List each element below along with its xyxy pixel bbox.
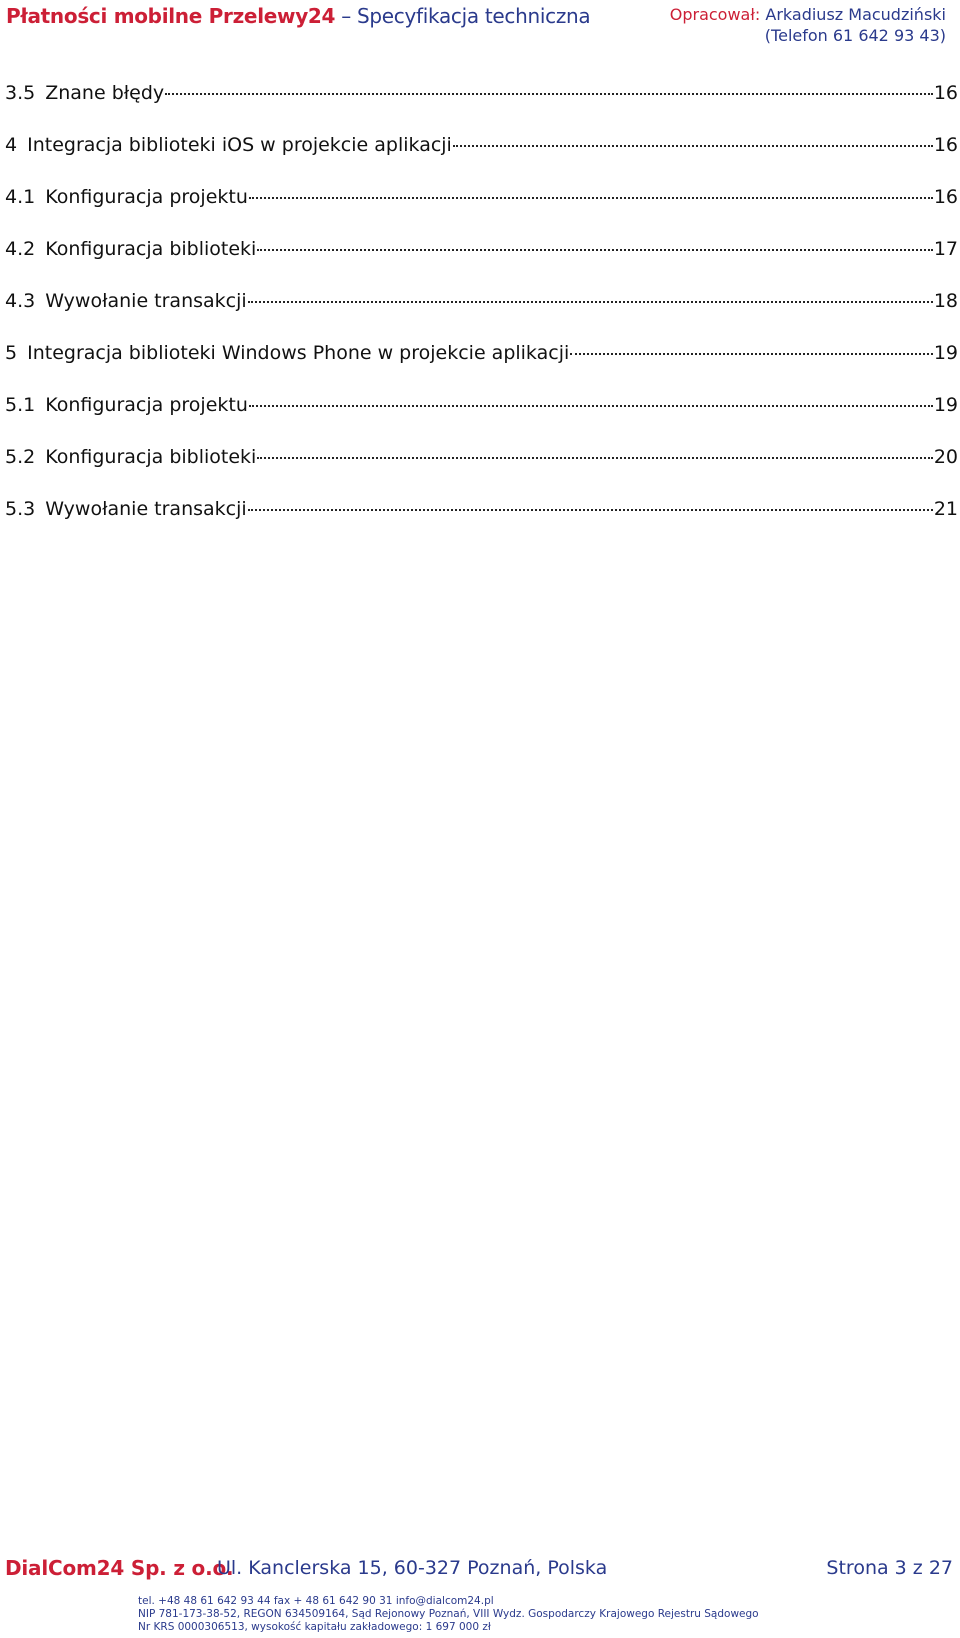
table-of-contents <box>5 77 958 545</box>
toc-entry[interactable] <box>5 181 958 233</box>
author-phone: (Telefon 61 642 93 43) <box>764 26 946 45</box>
toc-entry-number: 4.1 <box>5 186 36 208</box>
toc-dot-leader <box>248 285 933 307</box>
author-name: Arkadiusz Macudziński <box>760 5 946 24</box>
toc-entry-number: 4.2 <box>5 238 36 260</box>
toc-entry-number: 5.2 <box>5 446 36 468</box>
toc-entry-title: Konfiguracja biblioteki <box>45 446 257 468</box>
toc-dot-leader <box>165 77 933 99</box>
toc-entry[interactable] <box>5 129 958 181</box>
toc-dot-leader <box>257 233 932 255</box>
footer-company: DialCom24 Sp. z o.o. <box>5 1556 234 1580</box>
footer-krs: Nr KRS 0000306513, wysokość kapitału zakładowego: 1 697 000 zł <box>138 1621 491 1633</box>
toc-entry-page: 21 <box>933 498 958 520</box>
toc-entry[interactable] <box>5 337 958 389</box>
toc-entry-number: 5.1 <box>5 394 36 416</box>
footer-contact: tel. +48 48 61 642 93 44 fax + 48 61 642 90 31 info@dialcom24.pl <box>138 1595 494 1607</box>
toc-entry[interactable] <box>5 493 958 545</box>
page-number: Strona 3 z 27 <box>826 1557 953 1579</box>
toc-entry[interactable] <box>5 285 958 337</box>
toc-entry-page: 16 <box>933 82 958 104</box>
toc-entry-title: Konfiguracja projektu <box>45 186 248 208</box>
header-author-block <box>670 4 946 46</box>
toc-entry-number: 5 <box>5 342 18 364</box>
page-header <box>6 2 954 50</box>
toc-entry-page: 16 <box>933 134 958 156</box>
toc-entry-number: 4 <box>5 134 18 156</box>
toc-entry-page: 19 <box>933 394 958 416</box>
footer-registry: NIP 781-173-38-52, REGON 634509164, Sąd Rejonowy Poznań, VIII Wydz. Gospodarczy Krajowego Rejestru Sądowego <box>138 1608 759 1620</box>
toc-entry-number: 5.3 <box>5 498 36 520</box>
toc-entry-title: Integracja biblioteki Windows Phone w projekcie aplikacji <box>27 342 570 364</box>
toc-entry-number: 3.5 <box>5 82 36 104</box>
toc-dot-leader <box>257 441 932 463</box>
toc-dot-leader <box>453 129 933 151</box>
toc-entry[interactable] <box>5 389 958 441</box>
toc-entry-number: 4.3 <box>5 290 36 312</box>
toc-entry-title: Wywołanie transakcji <box>45 498 247 520</box>
document-title <box>6 4 590 28</box>
footer-legal-info <box>138 1595 759 1634</box>
toc-entry-title: Konfiguracja biblioteki <box>45 238 257 260</box>
toc-dot-leader <box>249 181 933 203</box>
toc-entry-title: Wywołanie transakcji <box>45 290 247 312</box>
toc-entry-page: 19 <box>933 342 958 364</box>
page-footer <box>5 1556 953 1586</box>
toc-entry[interactable] <box>5 441 958 493</box>
header-separator: – <box>335 4 357 28</box>
toc-entry-page: 17 <box>933 238 958 260</box>
toc-dot-leader <box>570 337 933 359</box>
toc-entry-page: 16 <box>933 186 958 208</box>
header-author-line <box>670 4 946 25</box>
toc-entry-title: Integracja biblioteki iOS w projekcie aplikacji <box>27 134 452 156</box>
author-label: Opracował: <box>669 5 761 24</box>
toc-entry[interactable] <box>5 77 958 129</box>
toc-dot-leader <box>249 389 933 411</box>
footer-address: Ul. Kanclerska 15, 60-327 Poznań, Polska <box>217 1557 608 1579</box>
toc-dot-leader <box>248 493 933 515</box>
toc-entry-title: Znane błędy <box>45 82 165 104</box>
toc-entry-page: 18 <box>933 290 958 312</box>
header-subtitle: Specyfikacja techniczna <box>357 4 591 28</box>
toc-entry[interactable] <box>5 233 958 285</box>
header-brand: Płatności mobilne Przelewy24 <box>6 4 336 28</box>
toc-entry-title: Konfiguracja projektu <box>45 394 248 416</box>
toc-entry-page: 20 <box>933 446 958 468</box>
